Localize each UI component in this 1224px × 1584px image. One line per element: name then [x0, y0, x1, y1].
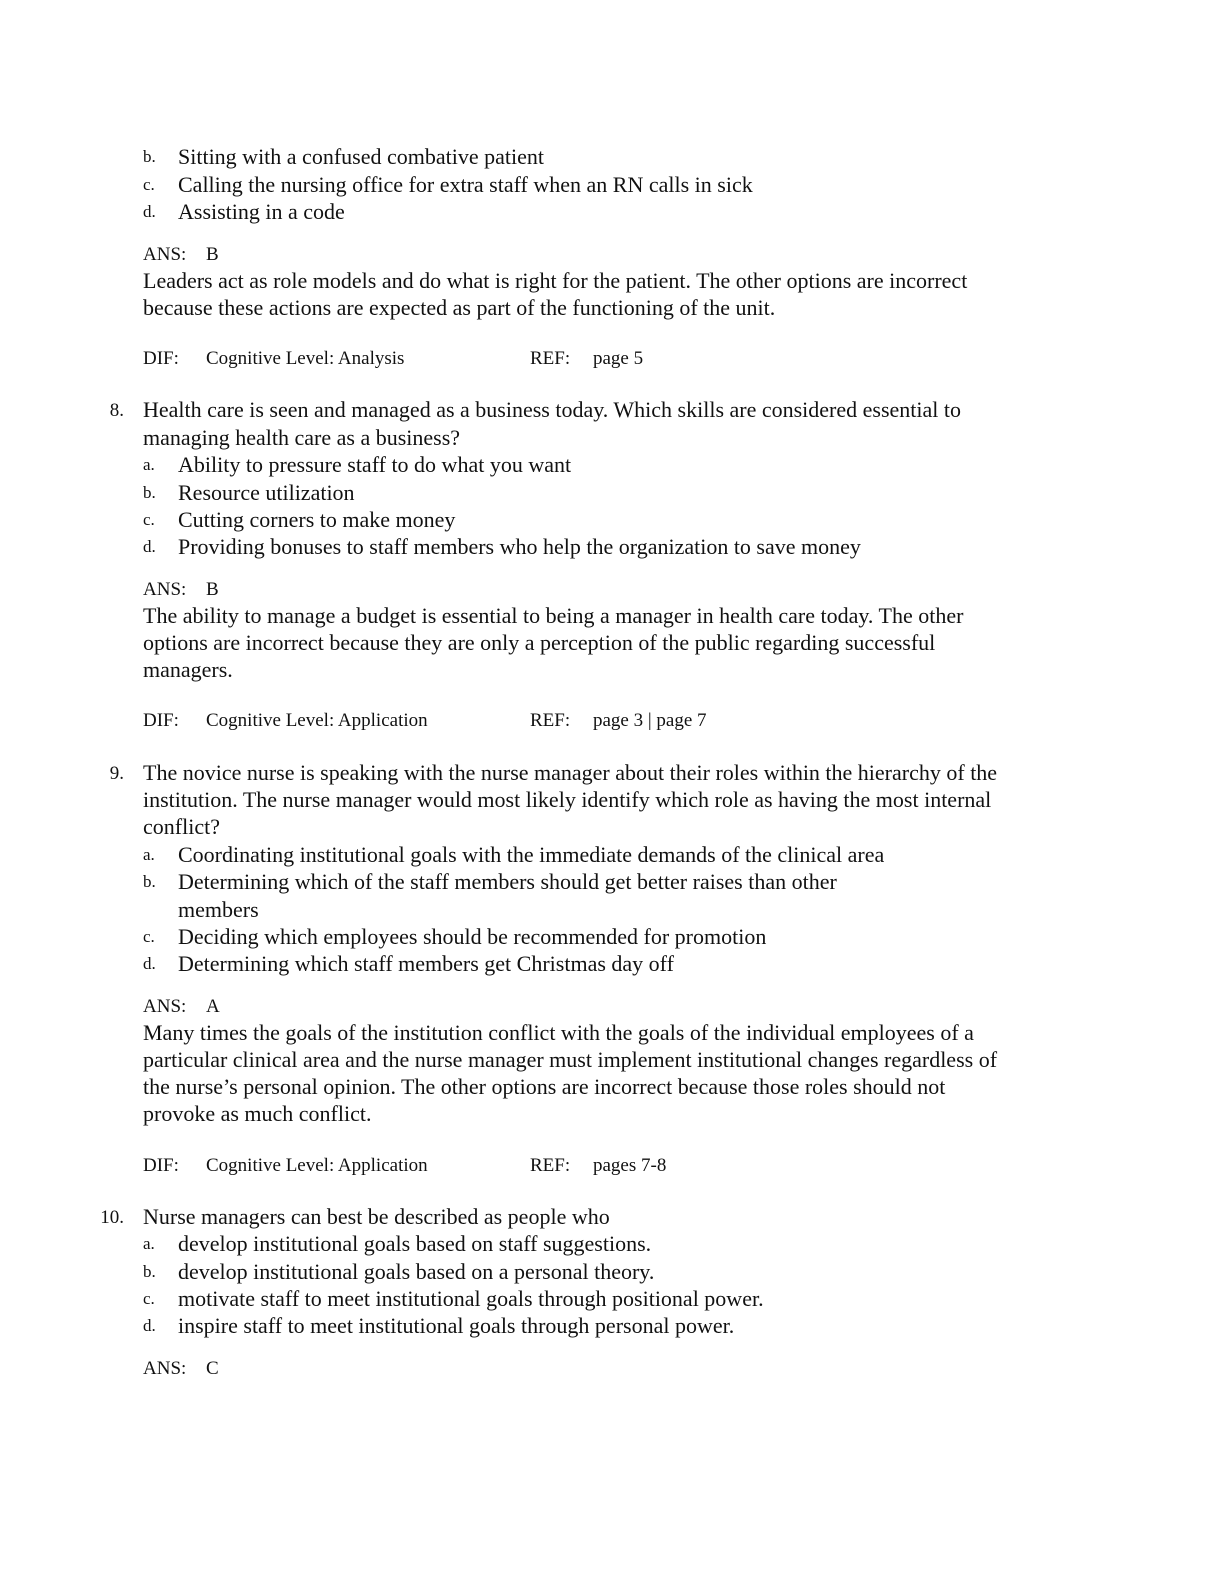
question-number: 10.: [100, 1207, 124, 1228]
option-letter: c.: [143, 927, 155, 946]
answer-label: ANS:: [143, 579, 187, 600]
option-text: Determining which of the staff members should get better raises than other: [178, 869, 837, 894]
question-number: 8.: [109, 400, 124, 421]
option-text: develop institutional goals based on a personal theory.: [178, 1259, 655, 1284]
option-text: Cutting corners to make money: [178, 507, 456, 532]
option-text: Assisting in a code: [178, 199, 345, 224]
option-letter: c.: [143, 175, 155, 194]
ref-label: REF:: [530, 1155, 571, 1176]
option-letter: c.: [143, 1289, 155, 1308]
option-letter: a.: [143, 455, 155, 474]
question-number: 9.: [109, 763, 124, 784]
rationale-line: options are incorrect because they are only a perception of the public regarding successful: [143, 630, 936, 655]
answer-value: A: [206, 996, 220, 1017]
rationale-line: particular clinical area and the nurse manager must implement institutional changes regardless of: [143, 1047, 998, 1072]
dif-value: Cognitive Level: Application: [206, 710, 428, 731]
option-text: Providing bonuses to staff members who help the organization to save money: [178, 534, 861, 559]
ref-value: page 5: [593, 348, 644, 369]
answer-label: ANS:: [143, 996, 187, 1017]
rationale-line: managers.: [143, 657, 233, 682]
option-letter: a.: [143, 1234, 155, 1253]
rationale-line: provoke as much conflict.: [143, 1101, 372, 1126]
question-stem-line: institution. The nurse manager would most likely identify which role as having the most internal: [143, 787, 992, 812]
option-letter: b.: [143, 1262, 156, 1281]
question-stem-line: conflict?: [143, 814, 220, 839]
option-text: Ability to pressure staff to do what you want: [178, 452, 572, 477]
question-stem-line: Health care is seen and managed as a business today. Which skills are considered essential to: [143, 397, 962, 422]
dif-value: Cognitive Level: Application: [206, 1155, 428, 1176]
answer-label: ANS:: [143, 1358, 187, 1379]
option-letter: b.: [143, 872, 156, 891]
dif-label: DIF:: [143, 1155, 179, 1176]
rationale-line: Many times the goals of the institution conflict with the goals of the individual employees of a: [143, 1020, 974, 1045]
rationale-line: because these actions are expected as part of the functioning of the unit.: [143, 295, 776, 320]
dif-label: DIF:: [143, 710, 179, 731]
question-stem-line: The novice nurse is speaking with the nurse manager about their roles within the hierarchy of the: [143, 760, 998, 785]
option-letter: b.: [143, 483, 156, 502]
option-letter: a.: [143, 845, 155, 864]
question-stem-line: managing health care as a business?: [143, 425, 461, 450]
option-text: motivate staff to meet institutional goals through positional power.: [178, 1286, 764, 1311]
dif-value: Cognitive Level: Analysis: [206, 348, 405, 369]
option-text: inspire staff to meet institutional goals through personal power.: [178, 1313, 735, 1338]
option-text: Sitting with a confused combative patient: [178, 144, 544, 169]
answer-value: B: [206, 579, 219, 600]
answer-value: C: [206, 1358, 219, 1379]
option-letter: c.: [143, 510, 155, 529]
dif-label: DIF:: [143, 348, 179, 369]
ref-label: REF:: [530, 348, 571, 369]
question-stem-line: Nurse managers can best be described as people who: [143, 1204, 610, 1229]
option-text: Resource utilization: [178, 480, 355, 505]
rationale-line: the nurse’s personal opinion. The other options are incorrect because those roles should not: [143, 1074, 946, 1099]
option-text: Calling the nursing office for extra staff when an RN calls in sick: [178, 172, 753, 197]
option-text-continued: members: [178, 897, 259, 922]
rationale-line: The ability to manage a budget is essential to being a manager in health care today. The other: [143, 603, 964, 628]
option-letter: b.: [143, 147, 156, 166]
option-text: develop institutional goals based on staff suggestions.: [178, 1231, 652, 1256]
answer-value: B: [206, 244, 219, 265]
option-letter: d.: [143, 537, 156, 556]
ref-label: REF:: [530, 710, 571, 731]
rationale-line: Leaders act as role models and do what is right for the patient. The other options are incorrect: [143, 268, 968, 293]
option-letter: d.: [143, 1316, 156, 1335]
answer-label: ANS:: [143, 244, 187, 265]
option-text: Coordinating institutional goals with the immediate demands of the clinical area: [178, 842, 885, 867]
option-text: Deciding which employees should be recommended for promotion: [178, 924, 767, 949]
option-letter: d.: [143, 202, 156, 221]
ref-value: pages 7-8: [593, 1155, 667, 1176]
ref-value: page 3 | page 7: [593, 710, 707, 731]
option-letter: d.: [143, 954, 156, 973]
option-text: Determining which staff members get Christmas day off: [178, 951, 674, 976]
